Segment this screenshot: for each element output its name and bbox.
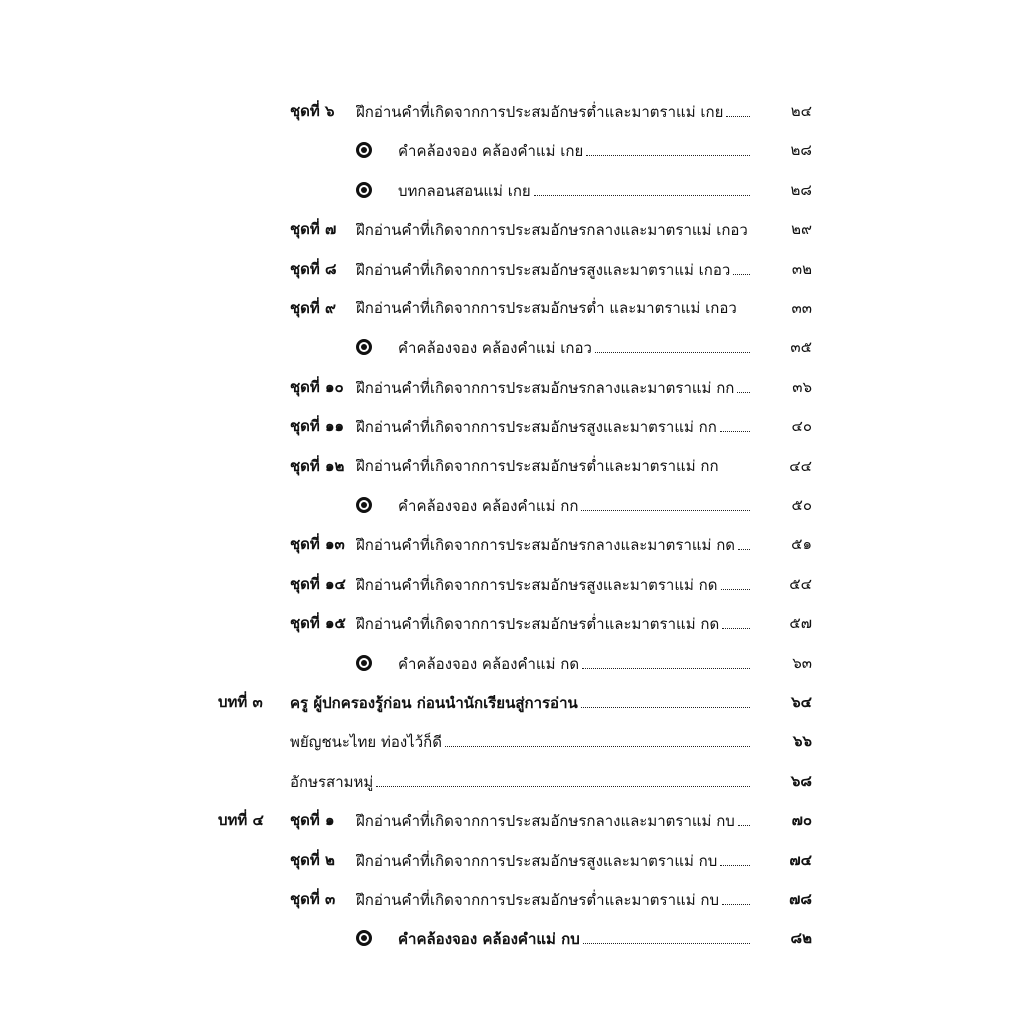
page-number: ๕๔ [789, 574, 812, 593]
toc-entry [0, 372, 1024, 402]
dot-leader [581, 687, 750, 708]
dot-leader [722, 884, 750, 905]
set-label: ชุดที่ ๗ [290, 220, 337, 239]
toc-entry [0, 923, 1024, 953]
toc-entry [0, 451, 1024, 481]
dot-leader [733, 254, 750, 275]
entry-title: ฝึกอ่านคำที่เกิดจากการประสมอักษรต่ำและมาตราแม่ กด [356, 615, 720, 634]
dot-leader [721, 569, 751, 590]
dot-leader [445, 726, 750, 747]
set-label: ชุดที่ ๑ [290, 811, 335, 830]
page-number: ๗๘ [789, 890, 812, 908]
page-number: ๕๐ [791, 496, 812, 514]
entry-title: ฝึกอ่านคำที่เกิดจากการประสมอักษรกลางและมาตราแม่ กด [356, 536, 736, 555]
toc-entry [0, 805, 1024, 835]
dot-leader [595, 332, 750, 353]
page-number: ๕๑ [791, 535, 812, 554]
set-label: ชุดที่ ๒ [290, 850, 335, 869]
set-label: ชุดที่ ๑๐ [290, 377, 344, 396]
dot-leader [376, 766, 750, 787]
dot-leader [720, 411, 750, 432]
page-number: ๔๐ [791, 417, 812, 436]
entry-title: ครู ผู้ปกครองรู้ก่อน ก่อนนำนักเรียนสู่การอ่าน [290, 694, 578, 712]
toc-entry [0, 845, 1024, 875]
entry-title: ฝึกอ่านคำที่เกิดจากการประสมอักษรสูงและมาตราแม่ เกอว [356, 260, 731, 279]
entry-title: พยัญชนะไทย ท่องไว้ก็ดี [290, 733, 442, 752]
entry-title: ฝึกอ่านคำที่เกิดจากการประสมอักษรสูงและมาตราแม่ กด [356, 575, 718, 594]
entry-title: อักษรสามหมู่ [290, 772, 374, 791]
page-number: ๒๔ [790, 102, 812, 120]
page-number: ๒๘ [790, 180, 812, 199]
toc-entry [0, 214, 1024, 244]
set-label: ชุดที่ ๑๔ [290, 574, 346, 593]
page-number: ๓๒ [791, 259, 812, 278]
page-number: ๔๔ [789, 456, 812, 475]
dot-leader [738, 529, 750, 550]
page-number: ๒๙ [791, 220, 812, 239]
target-bullet-icon [356, 930, 372, 946]
chapter-label: บทที่ ๔ [218, 811, 264, 830]
set-label: ชุดที่ ๑๒ [290, 456, 345, 475]
toc-entry [0, 135, 1024, 165]
target-bullet-icon [356, 655, 372, 671]
toc-entry [0, 608, 1024, 638]
dot-leader [737, 372, 750, 393]
entry-title: ฝึกอ่านคำที่เกิดจากการประสมอักษรกลางและมาตราแม่ กบ [356, 812, 735, 831]
toc-entry [0, 332, 1024, 362]
page-number: ๘๒ [790, 929, 812, 948]
target-bullet-icon [356, 182, 372, 198]
page-number: ๗๐ [791, 811, 812, 830]
target-bullet-icon [356, 339, 372, 355]
toc-entry [0, 726, 1024, 756]
set-label: ชุดที่ ๑๕ [290, 614, 346, 633]
target-bullet-icon [356, 497, 372, 513]
set-label: ชุดที่ ๘ [290, 259, 337, 278]
set-label: ชุดที่ ๙ [290, 299, 337, 317]
toc-entry [0, 766, 1024, 796]
page-number: ๓๓ [791, 299, 812, 317]
entry-title: ฝึกอ่านคำที่เกิดจากการประสมอักษรต่ำและมาตราแม่ เกย [356, 103, 724, 121]
page-number: ๖๓ [792, 653, 812, 672]
page-number: ๖๖ [792, 732, 812, 751]
page-number: ๕๗ [789, 614, 812, 633]
page-number: ๖๘ [790, 771, 812, 790]
page-number: ๓๖ [792, 377, 812, 396]
dot-leader [726, 96, 750, 117]
dot-leader [582, 648, 750, 669]
chapter-label: บทที่ ๓ [218, 693, 263, 711]
toc-entry [0, 648, 1024, 678]
toc-entry [0, 687, 1024, 717]
entry-title: คำคล้องจอง คล้องคำแม่ กก [398, 497, 579, 515]
page-number: ๗๔ [789, 850, 812, 869]
toc-entry [0, 254, 1024, 284]
set-label: ชุดที่ ๑๑ [290, 417, 345, 436]
entry-title: ฝึกอ่านคำที่เกิดจากการประสมอักษรสูงและมาตราแม่ กบ [356, 851, 718, 870]
toc-entry [0, 96, 1024, 126]
set-label: ชุดที่ ๓ [290, 890, 336, 908]
set-label: ชุดที่ ๖ [290, 102, 335, 120]
entry-title: ฝึกอ่านคำที่เกิดจากการประสมอักษรต่ำ และมาตราแม่ เกอว [356, 299, 737, 317]
dot-leader [581, 490, 750, 511]
entry-title: ฝึกอ่านคำที่เกิดจากการประสมอักษรกลางและมาตราแม่ กก [356, 378, 735, 397]
entry-title: คำคล้องจอง คล้องคำแม่ เกย [398, 142, 584, 161]
toc-entry [0, 293, 1024, 323]
page-number: ๒๘ [790, 141, 812, 160]
dot-leader [534, 175, 750, 196]
dot-leader [738, 805, 750, 826]
toc-entry [0, 569, 1024, 599]
toc-entry [0, 175, 1024, 205]
entry-title: คำคล้องจอง คล้องคำแม่ กด [398, 654, 580, 673]
entry-title: บทกลอนสอนแม่ เกย [398, 181, 531, 200]
set-label: ชุดที่ ๑๓ [290, 535, 345, 554]
entry-title: ฝึกอ่านคำที่เกิดจากการประสมอักษรต่ำและมาตราแม่ กบ [356, 891, 719, 909]
toc-entry [0, 411, 1024, 441]
dot-leader [586, 135, 750, 156]
page-number: ๖๔ [791, 693, 812, 711]
dot-leader [720, 845, 750, 866]
toc-entry [0, 490, 1024, 520]
toc-entry [0, 529, 1024, 559]
target-bullet-icon [356, 142, 372, 158]
entry-title: ฝึกอ่านคำที่เกิดจากการประสมอักษรกลางและมาตราแม่ เกอว [356, 221, 748, 240]
dot-leader [722, 608, 750, 629]
entry-title: คำคล้องจอง คล้องคำแม่ กบ [398, 930, 580, 949]
dot-leader [583, 923, 750, 944]
toc-entry [0, 884, 1024, 914]
entry-title: ฝึกอ่านคำที่เกิดจากการประสมอักษรต่ำและมาตราแม่ กก [356, 456, 719, 475]
entry-title: ฝึกอ่านคำที่เกิดจากการประสมอักษรสูงและมาตราแม่ กก [356, 418, 717, 437]
page-number: ๓๕ [790, 338, 812, 357]
entry-title: คำคล้องจอง คล้องคำแม่ เกอว [398, 339, 592, 358]
